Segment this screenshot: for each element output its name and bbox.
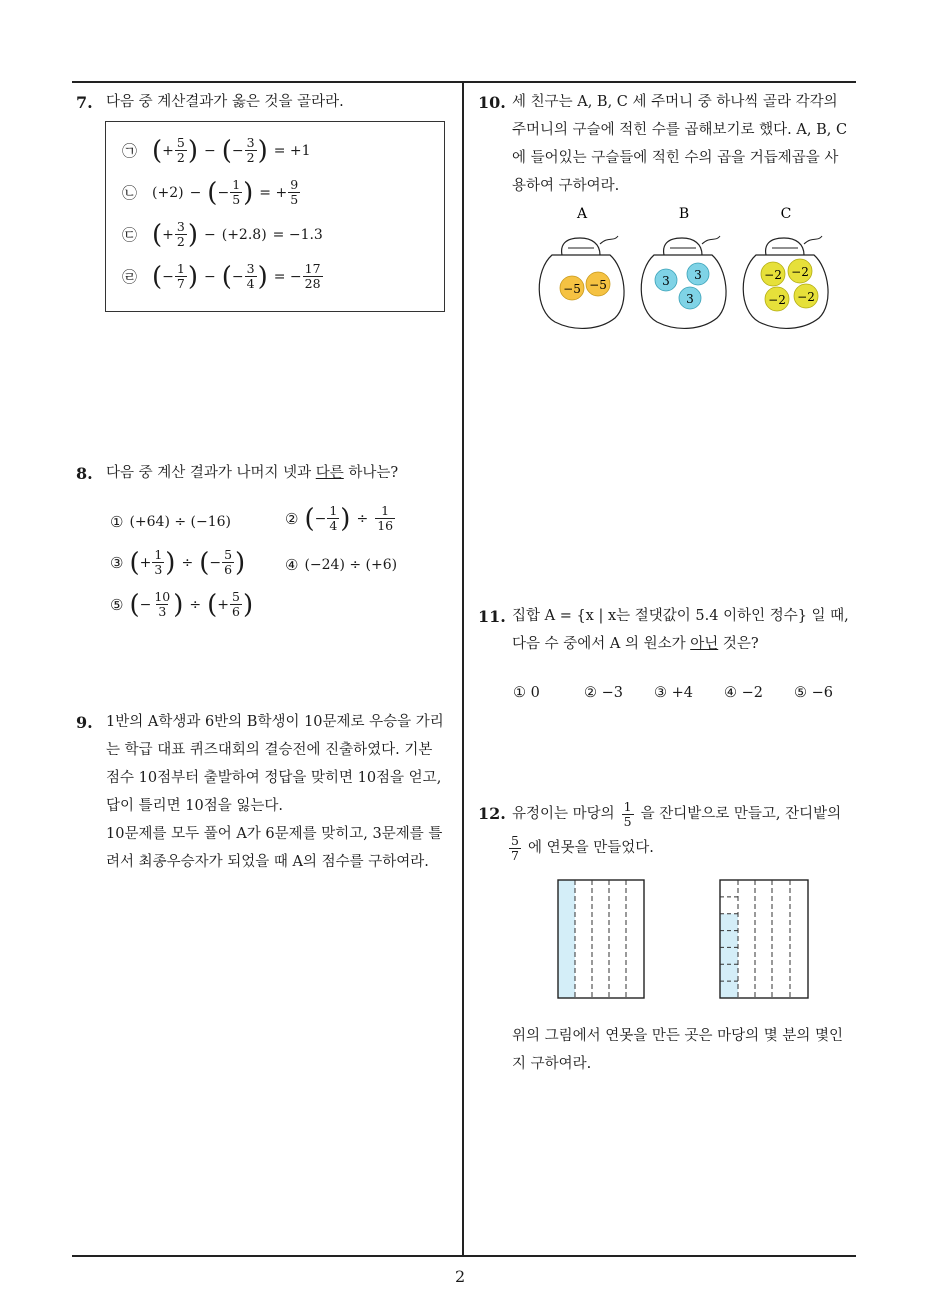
bottom-rule [72,1255,856,1257]
question-7-number: 7. [76,93,93,112]
marble-bags-figure [530,200,850,340]
bag-a [539,236,624,328]
fraction: $\frac{5}{6}$ [224,547,233,577]
page-number: 2 [455,1267,466,1286]
fraction: $\frac{9}{5}$ [290,177,299,207]
q7-item-4: ㉣ ( − $\frac{1}{7}$ ) − ( − $\frac{3}{4}$ ) = − $\frac{17}{28}$ [122,261,321,292]
q8-option-4[interactable]: ④ (−24) ÷ (+6) [285,556,398,574]
bag-c [743,236,828,328]
yard-diagram [550,876,850,1001]
q7-item-label: ㉡ [122,184,138,202]
fraction: $\frac{1}{16}$ [377,503,394,533]
question-10-body: 세 친구는 A, B, C 세 주머니 중 하나씩 골라 각각의 주머니의 구슬에 적힌 수를 곱해보기로 했다. A, B, C 에 들어있는 구슬들에 적힌 수의 곱을 거듭제곱을 사 용하여 구하여라. [512,94,848,194]
q8-option-1[interactable]: ① (+64) ÷ (−16) [110,513,232,531]
yard-lawn-figure [558,880,644,998]
svg-text:3: 3 [694,268,702,282]
svg-text:3: 3 [662,274,670,288]
bag-label-a: A [576,206,588,222]
q11-choice-5[interactable]: ⑤ −6 [794,685,833,701]
svg-text:−2: −2 [797,290,815,304]
question-11-body: 집합 A = {x | x는 절댓값이 5.4 이하인 정수} 일 때, 다음 수 중에서 A 의 원소가 아닌 것은? [512,608,849,652]
question-10-number: 10. [478,93,506,112]
underlined-word: 아닌 [690,636,719,652]
q11-choice-3[interactable]: ③ +4 [654,685,693,701]
svg-text:3: 3 [686,292,694,306]
question-12-number: 12. [478,804,506,823]
yard-pond-figure [720,880,808,998]
svg-text:−2: −2 [768,293,786,307]
fraction: $\frac{1}{3}$ [154,547,163,577]
q11-choice-2[interactable]: ② −3 [584,685,623,701]
q7-item-1: ㉠ ( + $\frac{5}{2}$ ) − ( − $\frac{3}{2}$ ) = +1 [122,135,311,166]
q7-item-label: ㉣ [122,268,138,286]
q7-item-2: ㉡ (+2) − ( − $\frac{1}{5}$ ) = + $\frac{9}{5}$ [122,177,299,208]
fraction: $\frac{3}{2}$ [176,219,185,249]
q8-option-2[interactable]: ② ( − $\frac{1}{4}$ ) ÷ $\frac{1}{16}$ [285,503,394,534]
fraction: $\frac{17}{28}$ [304,261,321,291]
top-rule [72,81,856,83]
underlined-word: 다른 [315,465,344,481]
q7-item-label: ㉢ [122,226,138,244]
question-9-body: 1반의 A학생과 6반의 B학생이 10문제로 우승을 가리 는 학급 대표 퀴즈대회의 결승전에 진출하였다. 기본 점수 10점부터 출발하여 정답을 맞히면 10점을 얻고, 답이 틀리면 10점을 잃는다. 10문제를 모두 풀어 A가 6문제를 맞히고, 3문제를 틀 려서 최종우승자가 되었을 때 A의 점수를 구하여라. [106,714,444,870]
fraction: $\frac{1}{4}$ [329,503,338,533]
svg-text:−2: −2 [791,265,809,279]
fraction: $\frac{1}{5}$ [232,177,241,207]
fraction: $\frac{10}{3}$ [154,589,171,619]
question-11-number: 11. [478,607,506,626]
fraction: $\frac{5}{2}$ [176,135,185,165]
bag-label-c: C [780,206,792,222]
q8-option-5[interactable]: ⑤ ( − $\frac{10}{3}$ ) ÷ ( + $\frac{5}{6}$ ) [110,589,254,620]
question-8-prompt: 다음 중 계산 결과가 나머지 넷과 다른 하나는? [106,465,399,481]
fraction: $\frac{1}{7}$ [176,261,185,291]
q7-item-3: ㉢ ( + $\frac{3}{2}$ ) − (+2.8) = −1.3 [122,219,323,250]
column-divider [462,81,464,1257]
svg-text:−5: −5 [563,282,581,296]
q8-option-3[interactable]: ③ ( + $\frac{1}{3}$ ) ÷ ( − $\frac{5}{6}$ ) [110,547,246,578]
fraction: $\frac{1}{5}$ [623,798,632,829]
question-7-prompt: 다음 중 계산결과가 옳은 것을 골라라. [106,94,344,110]
question-12-followup: 위의 그림에서 연못을 만든 곳은 마당의 몇 분의 몇인 지 구하여라. [512,1028,844,1072]
fraction: $\frac{5}{7}$ [511,832,519,863]
question-12-line-1: 유정이는 마당의 $\frac{1}{5}$ 을 잔디밭으로 만들고, 잔디밭의 [512,798,842,829]
bag-b [641,236,726,328]
sign: + [162,142,174,159]
question-12-line-2: $\frac{5}{7}$ 에 연못을 만들었다. [511,832,654,863]
question-9-number: 9. [76,713,93,732]
q11-choice-4[interactable]: ④ −2 [724,685,763,701]
fraction: $\frac{3}{4}$ [246,261,255,291]
svg-text:−2: −2 [764,268,782,282]
bag-label-b: B [678,206,690,222]
question-8-number: 8. [76,464,93,483]
svg-text:−5: −5 [589,278,607,292]
q7-item-label: ㉠ [122,142,138,160]
fraction: $\frac{5}{6}$ [232,589,240,619]
q11-choice-1[interactable]: ① 0 [513,685,540,701]
fraction: $\frac{3}{2}$ [246,135,255,165]
